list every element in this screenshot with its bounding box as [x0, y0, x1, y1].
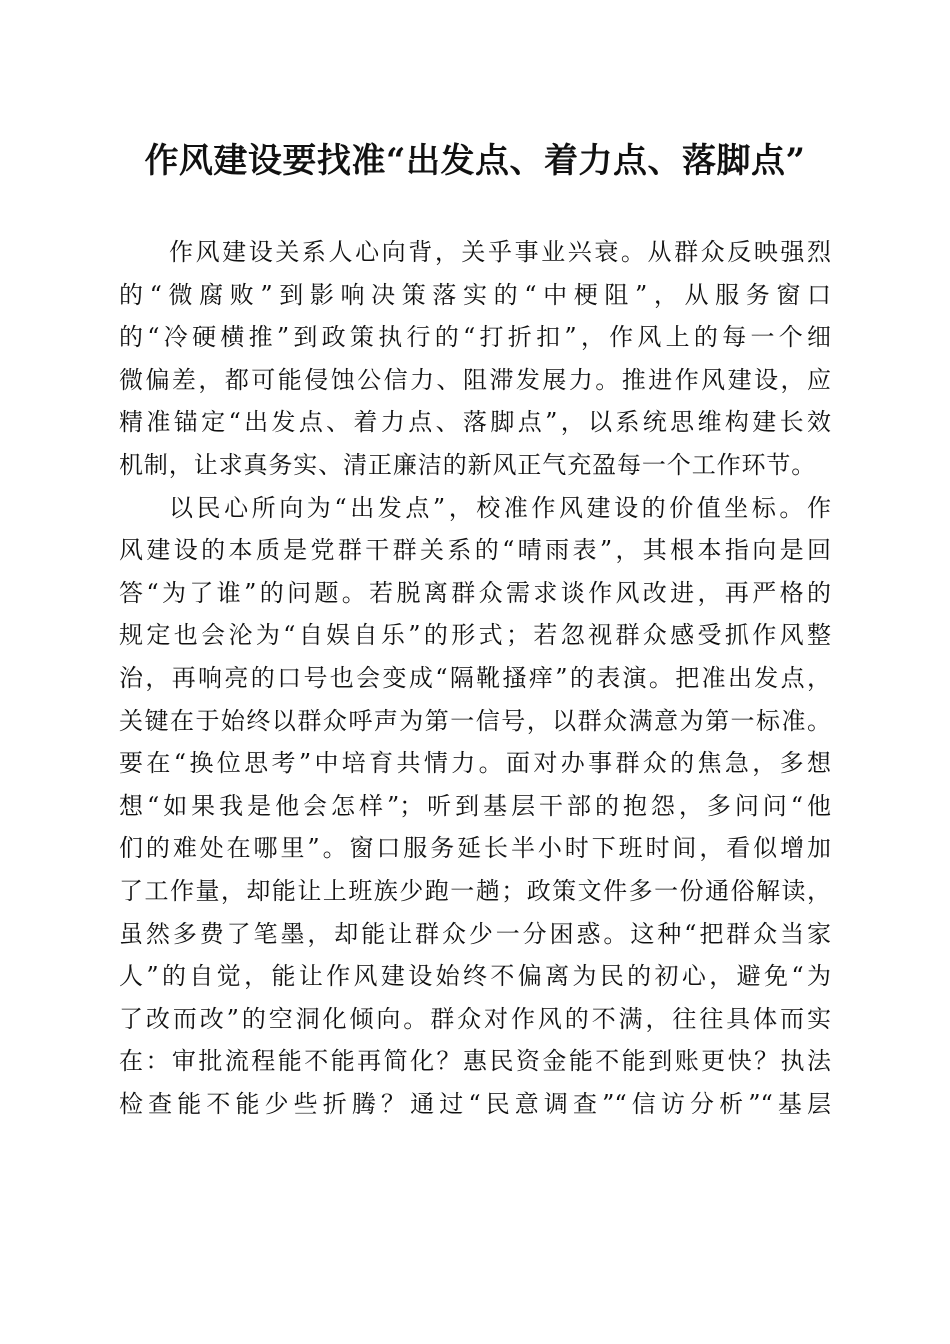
text-line: 机制，让求真务实、清正廉洁的新风正气充盈每一个工作环节。 [119, 450, 817, 479]
text-line: 答“为了谁”的问题。若脱离群众需求谈作风改进，再严格的 [119, 578, 831, 607]
text-line: 人”的自觉，能让作风建设始终不偏离为民的初心，避免“为 [119, 962, 831, 991]
text-line: 检查能不能少些折腾？通过“民意调查”“信访分析”“基层 [119, 1089, 831, 1118]
paragraph-1 [119, 231, 831, 487]
document-title: 作风建设要找准“出发点、着力点、落脚点” [144, 141, 806, 181]
text-line: 风建设的本质是党群干群关系的“晴雨表”，其根本指向是回 [119, 536, 831, 565]
text-line: 想“如果我是他会怎样”；听到基层干部的抱怨，多问问“他 [119, 791, 831, 820]
document-body [119, 231, 831, 1125]
text-line: 微偏差，都可能侵蚀公信力、阻滞发展力。推进作风建设，应 [119, 365, 831, 394]
text-line: 治，再响亮的口号也会变成“隔靴搔痒”的表演。把准出发点， [119, 663, 831, 692]
text-line: 的“冷硬横推”到政策执行的“打折扣”，作风上的每一个细 [119, 323, 831, 352]
text-line: 关键在于始终以群众呼声为第一信号，以群众满意为第一标准。 [119, 706, 831, 735]
text-line: 虽然多费了笔墨，却能让群众少一分困惑。这种“把群众当家 [119, 919, 831, 948]
text-line: 要在“换位思考”中培育共情力。面对办事群众的焦急，多想 [119, 749, 831, 778]
text-line: 了改而改”的空洞化倾向。群众对作风的不满，往往具体而实 [119, 1004, 831, 1033]
text-line: 精准锚定“出发点、着力点、落脚点”，以系统思维构建长效 [119, 408, 831, 437]
text-line: 以民心所向为“出发点”，校准作风建设的价值坐标。作 [169, 493, 831, 522]
text-line: 作风建设关系人心向背，关乎事业兴衰。从群众反映强烈 [169, 238, 831, 266]
text-line: 的“微腐败”到影响决策落实的“中梗阻”，从服务窗口 [119, 280, 831, 309]
text-line: 们的难处在哪里”。窗口服务延长半小时下班时间，看似增加 [119, 834, 831, 863]
text-line: 了工作量，却能让上班族少跑一趟；政策文件多一份通俗解读， [119, 876, 831, 905]
text-line: 规定也会沦为“自娱自乐”的形式；若忽视群众感受抓作风整 [119, 621, 831, 650]
text-line: 在：审批流程能不能再简化？惠民资金能不能到账更快？执法 [119, 1047, 831, 1076]
paragraph-2 [119, 487, 831, 1126]
